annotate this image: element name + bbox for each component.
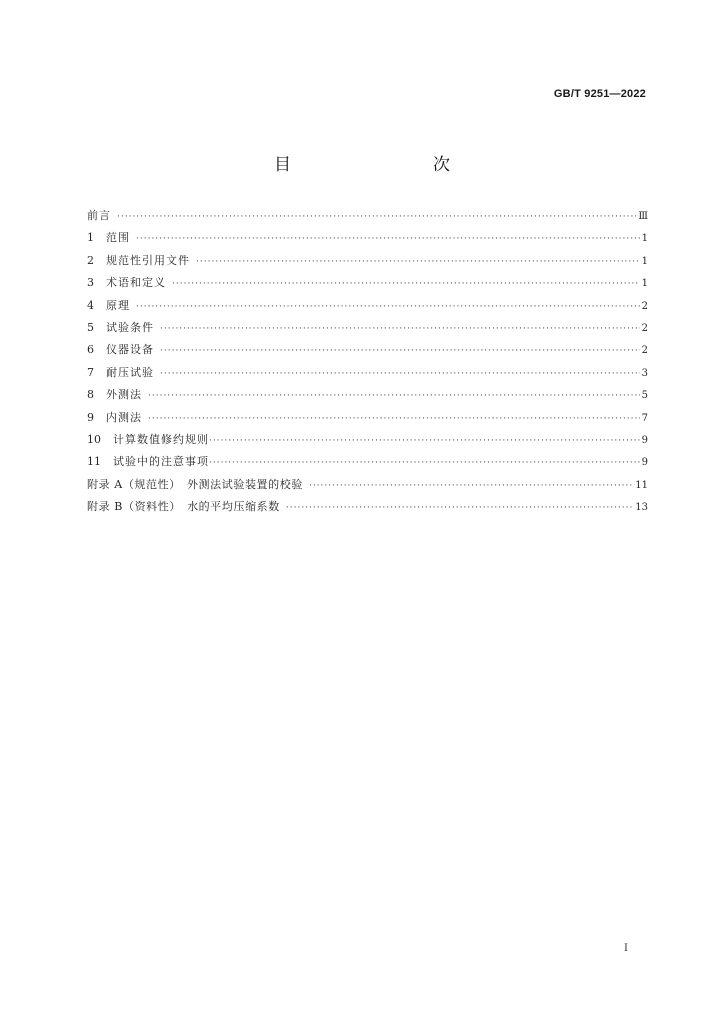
toc-title: 附录 B（资料性） 水的平均压缩系数 [87, 500, 280, 514]
toc-number: 3 [87, 276, 94, 290]
toc-entry-rounding-rules[interactable] [87, 429, 648, 451]
toc-page: 1 [641, 255, 648, 267]
toc-page: 2 [641, 300, 648, 312]
toc-entry-external-method[interactable] [87, 384, 648, 406]
toc-page: Ⅲ [638, 211, 648, 222]
dot-leader [172, 273, 640, 295]
toc-number: 10 [87, 432, 101, 446]
toc-entry-test-conditions[interactable] [87, 317, 648, 339]
dot-leader [196, 251, 640, 273]
toc-entry-terms-definitions[interactable] [87, 272, 648, 294]
dot-leader [136, 296, 640, 318]
dot-leader [148, 385, 640, 407]
toc-entry-precautions[interactable] [87, 451, 648, 473]
dot-leader [209, 430, 640, 452]
toc-title: 耐压试验 [106, 365, 154, 379]
dot-leader [160, 318, 640, 340]
toc-number: 8 [87, 388, 94, 402]
toc-page: 2 [641, 345, 648, 357]
dot-leader [148, 408, 640, 430]
toc-number: 6 [87, 343, 94, 357]
toc-entry-annex-b[interactable] [87, 496, 648, 518]
toc-number: 9 [87, 410, 94, 424]
toc-entry-scope[interactable] [87, 227, 648, 249]
dot-leader [309, 475, 633, 497]
toc-title: 规范性引用文件 [106, 253, 190, 267]
toc-number: 2 [87, 253, 94, 267]
dot-leader [136, 228, 640, 250]
toc-entry-principle[interactable] [87, 295, 648, 317]
toc-page: 13 [635, 502, 648, 514]
toc-title: 试验条件 [106, 320, 154, 334]
toc-number: 1 [87, 231, 94, 245]
toc-entry-foreword[interactable] [87, 205, 648, 227]
toc-title: 原理 [106, 298, 130, 312]
toc-entry-normative-references[interactable] [87, 250, 648, 272]
toc-number: 11 [87, 455, 101, 469]
toc-title: 外测法 [106, 388, 142, 402]
toc-title: 仪器设备 [106, 343, 154, 357]
toc-entry-annex-a[interactable] [87, 474, 648, 496]
toc-title: 试验中的注意事项 [113, 455, 209, 469]
toc-page: 7 [641, 412, 648, 424]
dot-leader [160, 340, 640, 362]
toc-title: 计算数值修约规则 [113, 432, 209, 446]
toc-title: 内测法 [106, 410, 142, 424]
toc-page: 9 [641, 457, 648, 469]
toc-page: 9 [641, 434, 648, 446]
dot-leader [209, 452, 640, 474]
dot-leader [117, 206, 636, 228]
toc-title: 范围 [106, 231, 130, 245]
standard-code: GB/T 9251—2022 [553, 88, 646, 100]
toc-title: 附录 A（规范性） 外测法试验装置的校验 [87, 477, 303, 491]
toc-number: 4 [87, 298, 94, 312]
dot-leader [286, 497, 633, 519]
toc-entry-internal-method[interactable] [87, 407, 648, 429]
toc-page: 1 [641, 278, 648, 290]
toc-page: 1 [641, 233, 648, 245]
dot-leader [160, 363, 640, 385]
toc-page: 3 [641, 367, 648, 379]
toc-number: 5 [87, 320, 94, 334]
toc-page: 2 [641, 322, 648, 334]
toc-page: 11 [635, 479, 648, 491]
page-number: I [624, 943, 628, 954]
table-of-contents [87, 205, 648, 518]
toc-title: 术语和定义 [106, 276, 166, 290]
toc-entry-pressure-test[interactable] [87, 362, 648, 384]
toc-number: 7 [87, 365, 94, 379]
toc-entry-apparatus[interactable] [87, 339, 648, 361]
page-title: 目 次 [274, 155, 486, 175]
toc-page: 5 [641, 390, 648, 402]
toc-title: 前言 [87, 209, 111, 222]
